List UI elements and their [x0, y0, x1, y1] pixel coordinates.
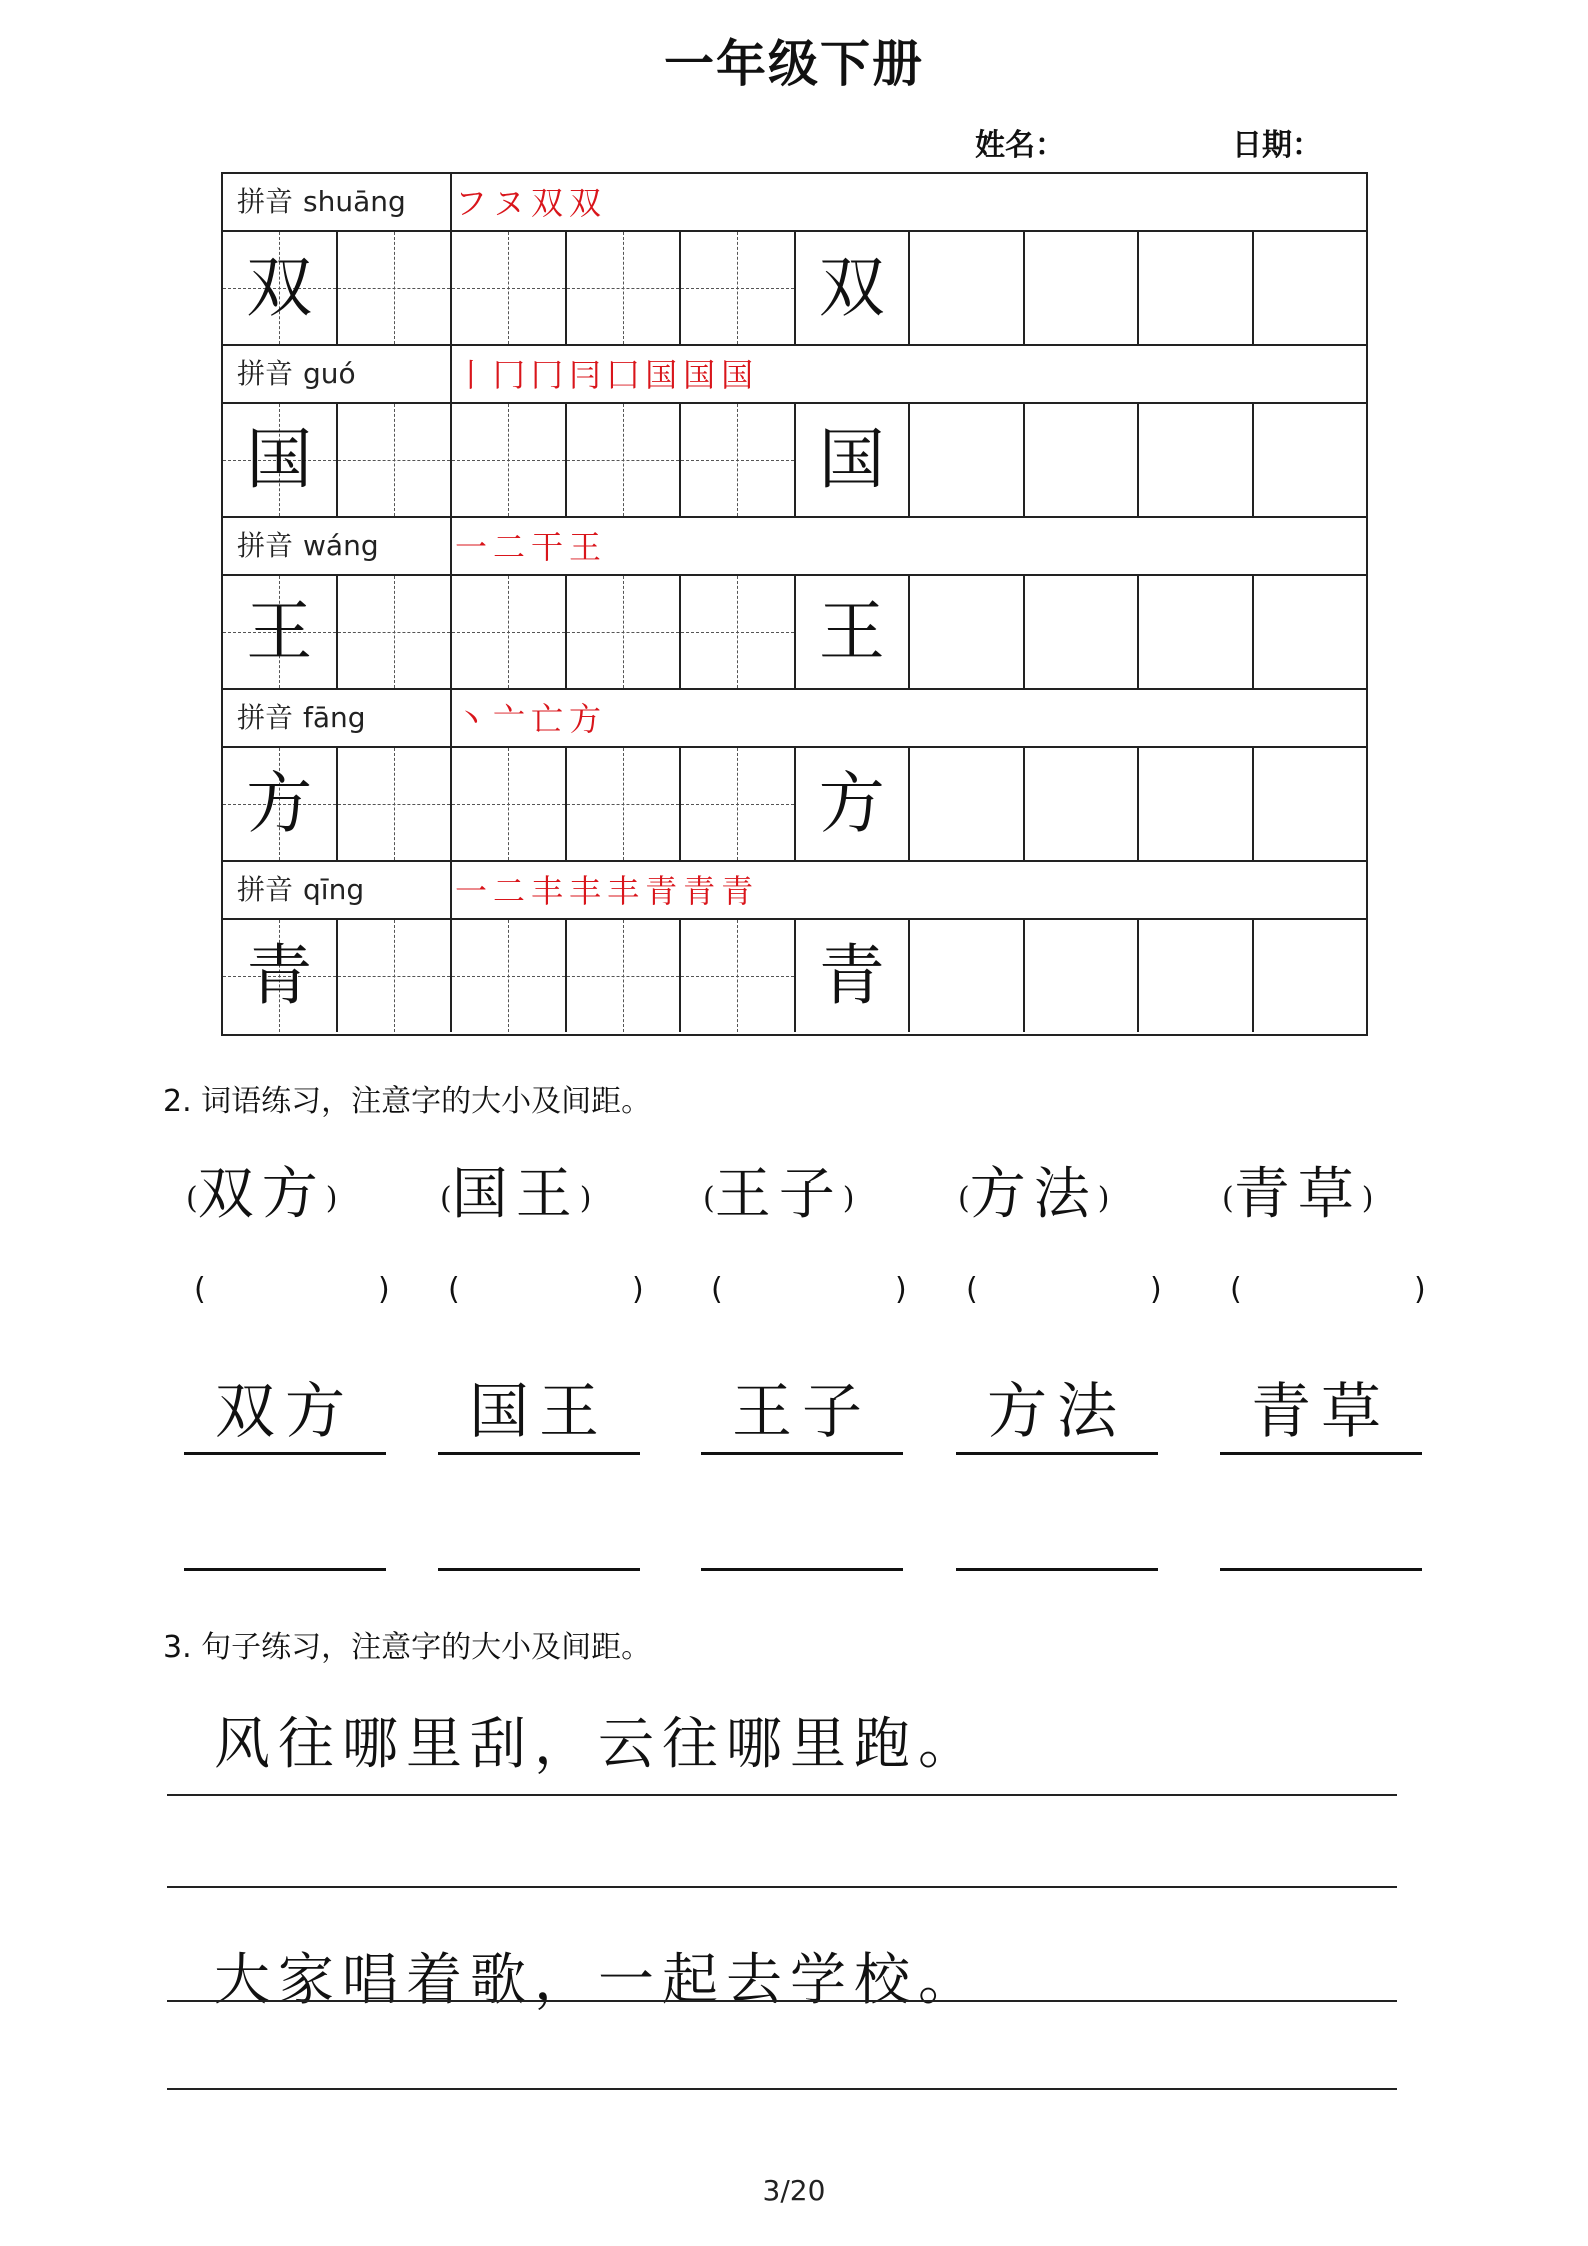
tracing-cell[interactable] [452, 920, 567, 1032]
writing-cell[interactable] [1254, 748, 1369, 860]
sentence-baseline [167, 2000, 1397, 2002]
pinyin-cell [223, 862, 452, 918]
sample-character: 青 [818, 937, 885, 1014]
sentence-sample: 风往哪里刮，云往哪里跑。 [214, 1712, 982, 1777]
tracing-cell[interactable] [338, 404, 453, 516]
stroke-step: 国 [721, 356, 754, 394]
model-character-cell[interactable] [223, 748, 338, 860]
pinyin-blank-close: ) [378, 1272, 390, 1307]
model-character-cell[interactable] [223, 576, 338, 688]
tracing-cell[interactable] [567, 404, 682, 516]
stroke-step: 二 [493, 872, 526, 910]
pinyin-cell [223, 346, 452, 402]
pinyin-label: 拼音 [237, 185, 294, 218]
guide-line [567, 976, 680, 977]
stroke-order [455, 518, 607, 574]
model-character: 国 [246, 421, 313, 498]
writing-cell[interactable] [796, 748, 911, 860]
stroke-step: フ [455, 184, 488, 222]
sentence-blank-line[interactable] [167, 1886, 1397, 1888]
sentence-baseline [167, 1794, 1397, 1796]
writing-cell[interactable] [910, 232, 1025, 344]
tracing-cell[interactable] [338, 920, 453, 1032]
tracing-cell[interactable] [452, 232, 567, 344]
character-practice-grid [221, 172, 1368, 1036]
tracing-cell[interactable] [681, 232, 796, 344]
pinyin-label: 拼音 [237, 529, 294, 562]
guide-line [567, 460, 680, 461]
word-writing-line[interactable]: 王子 [701, 1372, 903, 1455]
stroke-step: 一 [455, 872, 488, 910]
word-blank-line[interactable] [184, 1488, 386, 1571]
model-character-cell[interactable] [223, 404, 338, 516]
pinyin-value: guó [303, 357, 356, 390]
guide-line [567, 288, 680, 289]
tracing-cell[interactable] [681, 748, 796, 860]
pinyin-row [223, 862, 1366, 920]
close-paren: ) [579, 1181, 592, 1216]
pinyin-blank-open: ( [966, 1272, 978, 1307]
writing-cell[interactable] [796, 576, 911, 688]
open-paren: ( [703, 1181, 715, 1216]
writing-cell[interactable] [910, 404, 1025, 516]
tracing-cell[interactable] [452, 748, 567, 860]
character-row [223, 920, 1366, 1034]
word-writing-line[interactable]: 方法 [956, 1372, 1158, 1455]
writing-cell[interactable] [796, 920, 911, 1032]
character-row [223, 576, 1366, 690]
stroke-step: 双 [569, 184, 602, 222]
section-2-heading: 2. 词语练习，注意字的大小及间距。 [163, 1084, 652, 1119]
writing-cell[interactable] [1025, 404, 1140, 516]
word-blank-line[interactable] [1220, 1488, 1422, 1571]
character-row [223, 404, 1366, 518]
writing-cell[interactable] [1139, 576, 1254, 688]
pinyin-blank-close: ) [1150, 1272, 1162, 1307]
guide-line [452, 804, 565, 805]
writing-cell[interactable] [1139, 232, 1254, 344]
close-paren: ) [1097, 1181, 1110, 1216]
model-character: 青 [246, 937, 313, 1014]
stroke-step: ヌ [493, 184, 526, 222]
stroke-step: 亡 [531, 700, 564, 738]
character-row [223, 232, 1366, 346]
stroke-step: 国 [683, 356, 716, 394]
pinyin-row [223, 690, 1366, 748]
guide-line [681, 804, 794, 805]
writing-cell[interactable] [910, 748, 1025, 860]
writing-cell[interactable] [910, 576, 1025, 688]
close-paren: ) [1361, 1181, 1374, 1216]
pinyin-value: wáng [303, 529, 379, 562]
pinyin-blank-close: ) [1414, 1272, 1426, 1307]
model-character-cell[interactable] [223, 920, 338, 1032]
pinyin-label: 拼音 [237, 701, 294, 734]
stroke-step: 双 [531, 184, 564, 222]
word-writing-line[interactable]: 双方 [184, 1372, 386, 1455]
writing-cell[interactable] [1254, 232, 1369, 344]
page-title: 一年级下册 [664, 35, 924, 93]
model-character: 方 [246, 765, 313, 842]
open-paren: ( [958, 1181, 970, 1216]
sentence-sample: 大家唱着歌，一起去学校。 [214, 1948, 982, 2013]
writing-cell[interactable] [1254, 404, 1369, 516]
word-with-parens [186, 1150, 337, 1230]
stroke-step: 亠 [493, 700, 526, 738]
word-with-parens [440, 1150, 591, 1230]
stroke-order [455, 690, 607, 746]
tracing-cell[interactable] [567, 748, 682, 860]
guide-line [681, 632, 794, 633]
guide-line [338, 804, 451, 805]
guide-line [681, 460, 794, 461]
guide-line [338, 976, 451, 977]
writing-cell[interactable] [910, 920, 1025, 1032]
model-character-cell[interactable] [223, 232, 338, 344]
word: 国王 [451, 1162, 580, 1227]
pinyin-blank-open: ( [194, 1272, 206, 1307]
guide-line [338, 632, 451, 633]
sample-character: 方 [818, 765, 885, 842]
stroke-step: 一 [455, 528, 488, 566]
word: 青草 [1233, 1162, 1362, 1227]
word-writing-line[interactable]: 国王 [438, 1372, 640, 1455]
page-number: 3/20 [762, 2174, 826, 2207]
word-with-parens [703, 1150, 854, 1230]
word-with-parens [1222, 1150, 1373, 1230]
tracing-cell[interactable] [567, 920, 682, 1032]
tracing-cell[interactable] [338, 576, 453, 688]
stroke-step: 冂 [493, 356, 526, 394]
model-character: 王 [246, 593, 313, 670]
writing-cell[interactable] [1025, 748, 1140, 860]
sample-character: 双 [818, 249, 885, 326]
tracing-cell[interactable] [338, 232, 453, 344]
writing-cell[interactable] [796, 232, 911, 344]
word-writing-line[interactable]: 青草 [1220, 1372, 1422, 1455]
stroke-step: 冂 [531, 356, 564, 394]
stroke-step: 青 [683, 872, 716, 910]
pinyin-row [223, 174, 1366, 232]
writing-cell[interactable] [1139, 404, 1254, 516]
section-3-heading: 3. 句子练习，注意字的大小及间距。 [163, 1630, 652, 1665]
close-paren: ) [325, 1181, 338, 1216]
word-blank-line[interactable] [438, 1488, 640, 1571]
open-paren: ( [440, 1181, 452, 1216]
stroke-step: 青 [721, 872, 754, 910]
guide-line [452, 976, 565, 977]
guide-line [338, 460, 451, 461]
stroke-step: 王 [569, 528, 602, 566]
writing-cell[interactable] [1139, 748, 1254, 860]
stroke-step: 干 [531, 528, 564, 566]
sample-character: 国 [818, 421, 885, 498]
model-character: 双 [246, 249, 313, 326]
tracing-cell[interactable] [681, 404, 796, 516]
guide-line [567, 804, 680, 805]
tracing-cell[interactable] [681, 920, 796, 1032]
pinyin-cell [223, 518, 452, 574]
sentence-blank-line[interactable] [167, 2088, 1397, 2090]
tracing-cell[interactable] [338, 748, 453, 860]
guide-line [452, 632, 565, 633]
close-paren: ) [842, 1181, 855, 1216]
name-label: 姓名： [975, 128, 1065, 163]
writing-cell[interactable] [1139, 920, 1254, 1032]
writing-cell[interactable] [1025, 920, 1140, 1032]
tracing-cell[interactable] [452, 576, 567, 688]
word-blank-line[interactable] [701, 1488, 903, 1571]
open-paren: ( [1222, 1181, 1234, 1216]
pinyin-blank-open: ( [448, 1272, 460, 1307]
guide-line [681, 976, 794, 977]
tracing-cell[interactable] [681, 576, 796, 688]
pinyin-label: 拼音 [237, 357, 294, 390]
guide-line [567, 632, 680, 633]
pinyin-label: 拼音 [237, 873, 294, 906]
pinyin-row [223, 518, 1366, 576]
stroke-order [455, 346, 759, 402]
writing-cell[interactable] [1025, 576, 1140, 688]
word: 方法 [969, 1162, 1098, 1227]
stroke-step: 丰 [531, 872, 564, 910]
writing-cell[interactable] [1025, 232, 1140, 344]
stroke-step: 冃 [569, 356, 602, 394]
pinyin-cell [223, 690, 452, 746]
stroke-step: 国 [645, 356, 678, 394]
stroke-order [455, 174, 607, 230]
date-label: 日期： [1232, 128, 1322, 163]
stroke-step: 丶 [455, 700, 488, 738]
open-paren: ( [186, 1181, 198, 1216]
pinyin-blank-open: ( [1230, 1272, 1242, 1307]
word-with-parens [958, 1150, 1109, 1230]
guide-line [681, 288, 794, 289]
stroke-step: 青 [645, 872, 678, 910]
pinyin-blank-close: ) [895, 1272, 907, 1307]
guide-line [338, 288, 451, 289]
pinyin-value: qīng [303, 873, 365, 906]
tracing-cell[interactable] [567, 232, 682, 344]
stroke-step: 二 [493, 528, 526, 566]
writing-cell[interactable] [796, 404, 911, 516]
sample-character: 王 [818, 593, 885, 670]
tracing-cell[interactable] [452, 404, 567, 516]
pinyin-value: fāng [303, 701, 366, 734]
stroke-step: 丰 [607, 872, 640, 910]
writing-cell[interactable] [1254, 920, 1369, 1032]
stroke-step: 囗 [607, 356, 640, 394]
character-row [223, 748, 1366, 862]
writing-cell[interactable] [1254, 576, 1369, 688]
pinyin-blank-open: ( [711, 1272, 723, 1307]
word: 王子 [714, 1162, 843, 1227]
stroke-order [455, 862, 759, 918]
pinyin-row [223, 346, 1366, 404]
tracing-cell[interactable] [567, 576, 682, 688]
word: 双方 [197, 1162, 326, 1227]
pinyin-value: shuāng [303, 185, 406, 218]
stroke-step: 丨 [455, 356, 488, 394]
stroke-step: 丰 [569, 872, 602, 910]
word-blank-line[interactable] [956, 1488, 1158, 1571]
pinyin-blank-close: ) [632, 1272, 644, 1307]
guide-line [452, 288, 565, 289]
pinyin-cell [223, 174, 452, 230]
guide-line [452, 460, 565, 461]
stroke-step: 方 [569, 700, 602, 738]
